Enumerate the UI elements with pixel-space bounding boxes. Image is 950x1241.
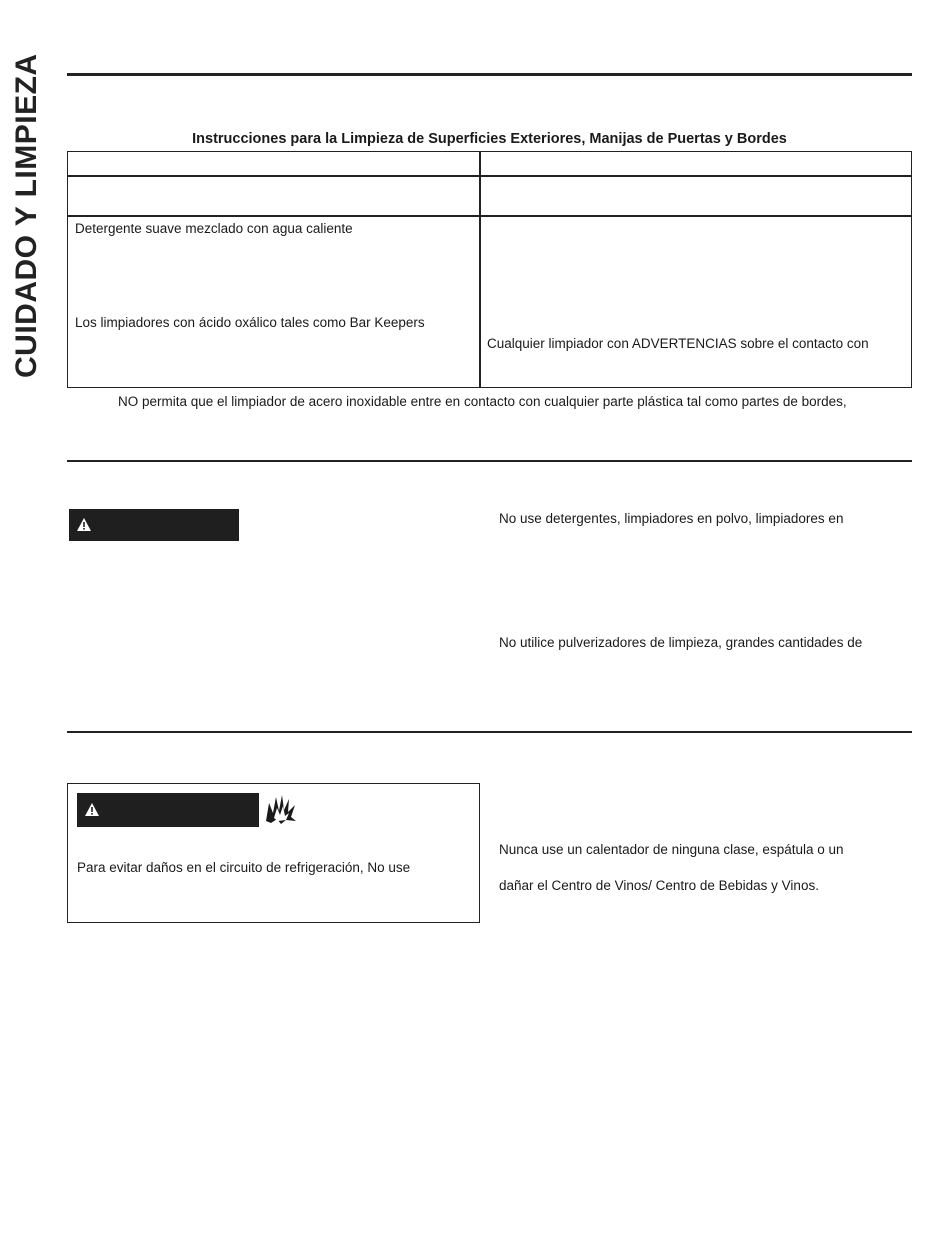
section-title-vertical: CUIDADO Y LIMPIEZA bbox=[10, 53, 43, 378]
warning-triangle-icon bbox=[76, 517, 92, 532]
warning-banner bbox=[69, 509, 239, 541]
section3-paragraph: dañar el Centro de Vinos/ Centro de Bebidas y Vinos. bbox=[499, 878, 819, 893]
table-cell-text: Detergente suave mezclado con agua caliente bbox=[75, 221, 353, 236]
table-cell-text: Los limpiadores con ácido oxálico tales como Bar Keepers bbox=[75, 315, 425, 330]
table-column-divider bbox=[479, 151, 481, 388]
caution-box-text: Para evitar daños en el circuito de refrigeración, No use bbox=[77, 860, 411, 875]
table-footnote: NO permita que el limpiador de acero inoxidable entre en contacto con cualquier parte plástica tal como partes de bordes, bbox=[118, 394, 847, 409]
section3-paragraph: Nunca use un calentador de ninguna clase, espátula o un bbox=[499, 842, 844, 857]
section-rule bbox=[67, 460, 912, 462]
section2-paragraph: No use detergentes, limpiadores en polvo, limpiadores en bbox=[499, 511, 844, 526]
section2-paragraph: No utilice pulverizadores de limpieza, grandes cantidades de bbox=[499, 635, 863, 650]
warning-triangle-icon bbox=[84, 802, 100, 817]
warning-banner bbox=[77, 793, 259, 827]
table-border bbox=[67, 151, 912, 388]
table-row-divider bbox=[67, 215, 912, 217]
table-title: Instrucciones para la Limpieza de Superficies Exteriores, Manijas de Puertas y Bordes bbox=[192, 131, 787, 147]
top-rule bbox=[67, 73, 912, 76]
table-cell-text: Cualquier limpiador con ADVERTENCIAS sobre el contacto con bbox=[487, 336, 869, 351]
explosion-hazard-icon bbox=[264, 793, 298, 825]
table-header-row-divider bbox=[67, 175, 912, 177]
section-rule bbox=[67, 731, 912, 733]
